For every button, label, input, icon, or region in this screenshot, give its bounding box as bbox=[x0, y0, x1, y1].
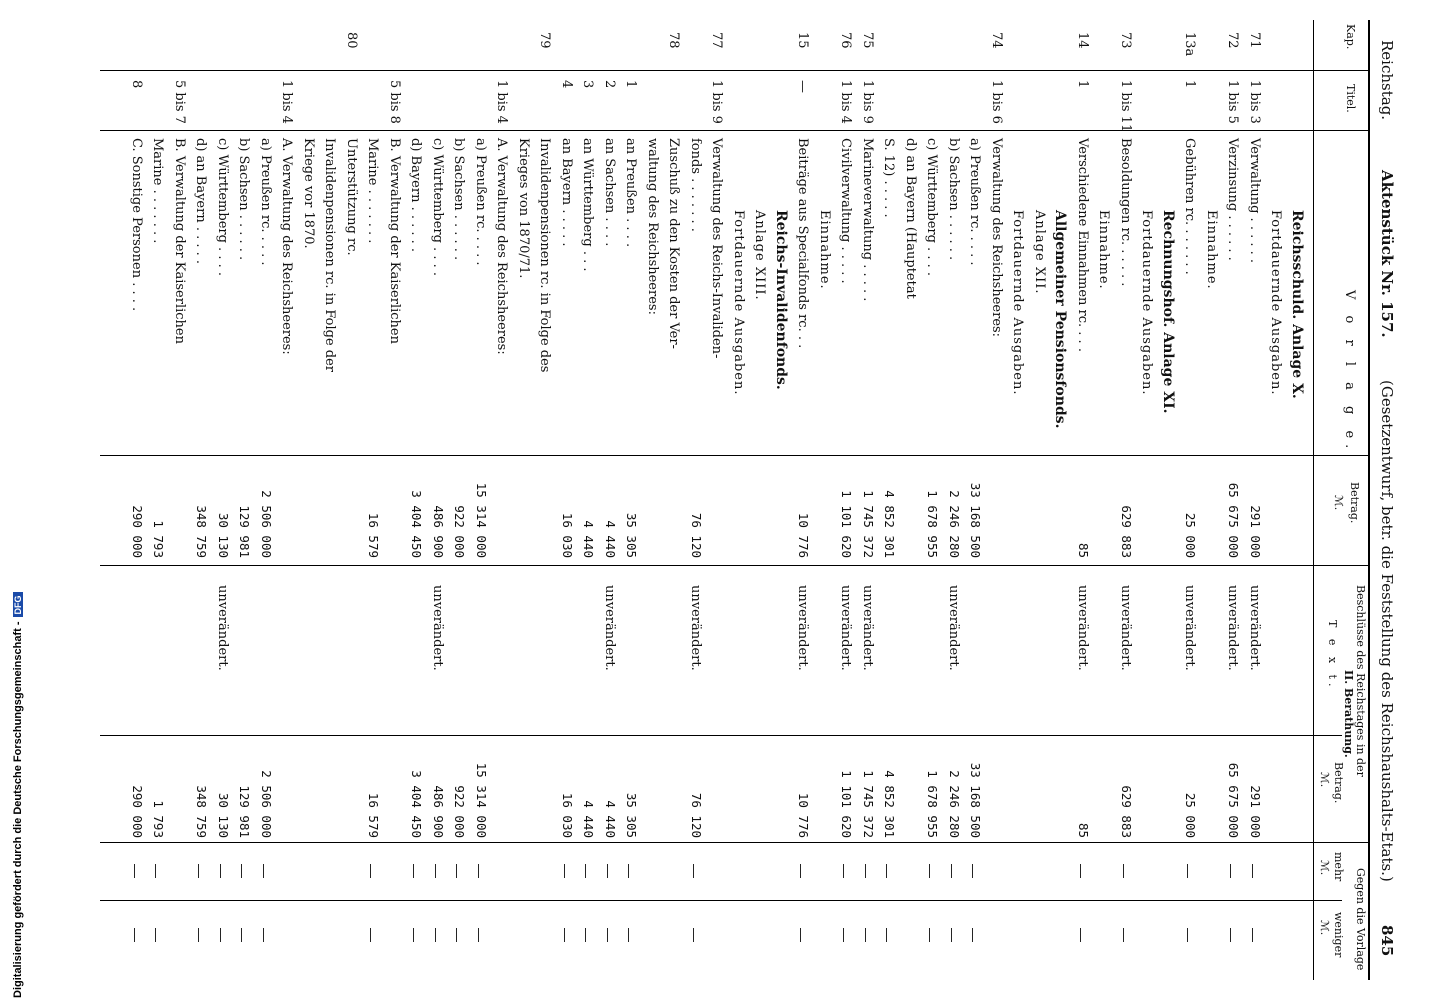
row-titel: 1 bis 6 bbox=[989, 80, 1004, 124]
row-betrag: 4 440 bbox=[581, 520, 597, 558]
row-text: Verwaltung des Reichs-Invaliden- bbox=[709, 138, 725, 359]
row-mehr: — bbox=[364, 864, 381, 878]
row-text: Allgemeiner Pensionsfonds. bbox=[1052, 210, 1069, 429]
row-weniger: — bbox=[601, 928, 617, 942]
row-betrag2: 2 246 280 bbox=[947, 770, 962, 838]
row-weniger: — bbox=[149, 928, 166, 942]
row-text: a) Preußen rc. . . . . bbox=[258, 138, 273, 266]
row-beschluss: unverändert. bbox=[1247, 585, 1262, 671]
document-title: Aktenstück Nr. 157. bbox=[1378, 170, 1396, 338]
row-text: Civilverwaltung . . . . . bbox=[838, 138, 854, 284]
header-rule bbox=[1368, 20, 1370, 980]
row-text: Fortdauernde Ausgaben. bbox=[1268, 210, 1284, 396]
divider-betrag bbox=[100, 565, 1370, 566]
row-weniger: — bbox=[923, 928, 940, 942]
row-weniger: — bbox=[880, 928, 897, 942]
row-betrag2: 348 759 bbox=[194, 785, 210, 838]
col-beschluesse: Beschlüsse des Reichstages in der bbox=[1354, 585, 1367, 777]
row-text: Marineverwaltung . . . . . bbox=[860, 138, 875, 302]
row-mehr: — bbox=[214, 864, 230, 878]
row-betrag: 348 759 bbox=[194, 505, 210, 558]
row-titel: 3 bbox=[580, 80, 596, 89]
row-betrag2: 2 506 000 bbox=[259, 770, 274, 838]
row-betrag: 85 bbox=[1076, 542, 1091, 558]
row-mehr: — bbox=[794, 864, 811, 878]
row-betrag: 291 000 bbox=[1248, 505, 1263, 558]
row-titel: 8 bbox=[129, 80, 144, 89]
col-gegen: Gegen die Vorlage bbox=[1354, 868, 1367, 971]
row-titel: 1 bis 3 bbox=[1247, 80, 1262, 124]
row-betrag: 2 506 000 bbox=[259, 490, 274, 558]
row-titel: 1 bis 11 bbox=[1118, 80, 1133, 133]
header-left: Reichstag. bbox=[1378, 40, 1396, 121]
row-text: a) Preußen rc. . . . . bbox=[473, 138, 488, 266]
row-kap: 79 bbox=[537, 32, 553, 49]
row-mehr: — bbox=[601, 864, 617, 878]
row-titel: 1 bis 9 bbox=[709, 80, 725, 124]
row-betrag2: 1 793 bbox=[151, 800, 167, 838]
row-text: fonds . . . . . . . bbox=[688, 138, 703, 232]
row-titel: 5 bis 7 bbox=[172, 80, 187, 124]
row-betrag: 922 000 bbox=[452, 505, 468, 558]
row-beschluss: unverändert. bbox=[838, 585, 854, 671]
row-kap: 75 bbox=[860, 32, 875, 49]
row-kap: 78 bbox=[666, 32, 682, 49]
row-weniger: — bbox=[429, 928, 445, 942]
digitization-credit bbox=[12, 592, 24, 998]
row-text: Anlage XII. bbox=[1032, 210, 1047, 295]
row-kap: 72 bbox=[1225, 32, 1241, 49]
divider-betrag2 bbox=[100, 842, 1370, 843]
row-betrag: 290 000 bbox=[130, 505, 145, 558]
row-text: Unterstützung rc. bbox=[344, 138, 359, 256]
row-kap: 13a bbox=[1182, 32, 1198, 57]
row-weniger: — bbox=[128, 928, 144, 942]
row-betrag: 629 883 bbox=[1119, 505, 1134, 558]
row-mehr: — bbox=[1117, 864, 1133, 878]
row-beschluss: unverändert. bbox=[1225, 585, 1241, 671]
row-betrag2: 15 314 000 bbox=[474, 762, 489, 838]
row-kap: 71 bbox=[1247, 32, 1262, 49]
row-text: Verzinsung . . . . . . bbox=[1225, 138, 1241, 261]
row-mehr: — bbox=[450, 864, 467, 878]
row-weniger: — bbox=[687, 928, 703, 942]
row-text: Verwaltung des Reichsheeres: bbox=[989, 138, 1004, 338]
col-mark3: ℳ. bbox=[1318, 860, 1331, 876]
row-betrag2: 65 675 000 bbox=[1226, 762, 1242, 838]
row-text: c) Württemberg . . . . bbox=[430, 138, 445, 276]
row-beschluss: unverändert. bbox=[1182, 585, 1198, 671]
row-text: Verwaltung . . . . . . bbox=[1247, 138, 1262, 264]
row-mehr: — bbox=[687, 864, 703, 878]
row-weniger: — bbox=[1224, 928, 1241, 942]
row-text: A. Verwaltung des Reichsheeres: bbox=[494, 138, 510, 355]
row-weniger: — bbox=[1117, 928, 1133, 942]
row-weniger: — bbox=[472, 928, 488, 942]
col-weniger: weniger bbox=[1332, 912, 1345, 958]
row-betrag2: 33 168 500 bbox=[968, 762, 984, 838]
row-text: Beiträge aus Specialfonds rc. . . bbox=[795, 138, 811, 349]
row-mehr: — bbox=[149, 864, 166, 878]
row-kap: 73 bbox=[1118, 32, 1133, 49]
row-mehr: — bbox=[945, 864, 961, 878]
row-text: a) Preußen rc. . . . . bbox=[967, 138, 983, 266]
row-weniger: — bbox=[622, 928, 639, 942]
row-betrag2: 1 678 955 bbox=[925, 770, 941, 838]
row-text: Verschiedene Einnahmen rc. . . . bbox=[1075, 138, 1090, 352]
row-text: d) Bayern . . . . . . bbox=[408, 138, 424, 253]
row-betrag2: 30 130 bbox=[216, 792, 231, 838]
row-text: Anlage XIII. bbox=[752, 210, 768, 301]
row-titel: 1 bis 4 bbox=[494, 80, 510, 124]
row-mehr: — bbox=[859, 864, 875, 878]
row-text: Kriege vor 1870. bbox=[301, 138, 316, 249]
divider-titel bbox=[100, 130, 1370, 131]
row-text: Invalidenpensionen rc. in Folge des bbox=[537, 138, 553, 373]
divider-mehr bbox=[100, 900, 1342, 901]
row-mehr: — bbox=[837, 864, 854, 878]
row-text: Einnahme. bbox=[817, 210, 832, 290]
row-text: Einnahme. bbox=[1204, 210, 1219, 290]
row-titel: 1 bis 9 bbox=[860, 80, 875, 124]
row-text: waltung des Reichsheeres: bbox=[645, 138, 660, 315]
row-titel: 1 bis 4 bbox=[279, 80, 295, 124]
row-weniger: — bbox=[1074, 928, 1090, 942]
col-mark2: ℳ. bbox=[1318, 772, 1331, 788]
row-text: Fortdauernde Ausgaben. bbox=[1010, 210, 1026, 396]
row-kap: 14 bbox=[1075, 32, 1090, 49]
document-subtitle: (Gesetzentwurf, betr. die Feststellung des Reichshaushalts-Etats.) bbox=[1378, 380, 1396, 882]
row-betrag: 16 030 bbox=[560, 512, 575, 558]
row-text: an Sachsen . . . . bbox=[602, 138, 617, 247]
row-weniger: — bbox=[450, 928, 467, 942]
row-betrag2: 629 883 bbox=[1119, 785, 1134, 838]
row-betrag: 4 852 301 bbox=[882, 490, 898, 558]
row-titel: 1 bis 4 bbox=[838, 80, 854, 124]
row-beschluss: unverändert. bbox=[1075, 585, 1090, 671]
row-mehr: — bbox=[579, 864, 596, 878]
row-weniger: — bbox=[966, 928, 983, 942]
row-weniger: — bbox=[407, 928, 424, 942]
row-betrag2: 4 852 301 bbox=[882, 770, 898, 838]
row-betrag2: 291 000 bbox=[1248, 785, 1263, 838]
row-text: Gebühren rc. . . . . . . bbox=[1182, 138, 1198, 275]
row-beschluss: unverändert. bbox=[215, 585, 230, 671]
row-mehr: — bbox=[257, 864, 273, 878]
row-titel: 1 bis 5 bbox=[1225, 80, 1241, 124]
row-betrag: 33 168 500 bbox=[968, 482, 984, 558]
col-text: T e x t. bbox=[1326, 620, 1339, 691]
row-kap: 74 bbox=[989, 32, 1004, 49]
row-text: A. Verwaltung des Reichsheeres: bbox=[279, 138, 295, 355]
row-betrag2: 35 305 bbox=[624, 792, 640, 838]
row-beschluss: unverändert. bbox=[602, 585, 617, 671]
row-betrag2: 10 776 bbox=[796, 792, 812, 838]
row-betrag: 25 000 bbox=[1183, 512, 1199, 558]
row-mehr: — bbox=[429, 864, 445, 878]
row-titel: 1 bbox=[1075, 80, 1090, 89]
row-titel: — bbox=[795, 80, 811, 93]
row-text: Einnahme. bbox=[1096, 210, 1112, 290]
row-betrag2: 922 000 bbox=[452, 785, 468, 838]
row-betrag: 1 678 955 bbox=[925, 490, 941, 558]
row-text: b) Sachsen . . . . . . bbox=[946, 138, 961, 261]
row-text: Fortdauernde Ausgaben. bbox=[731, 210, 746, 396]
row-beschluss: unverändert. bbox=[1118, 585, 1133, 671]
row-betrag2: 4 440 bbox=[603, 800, 618, 838]
row-mehr: — bbox=[472, 864, 488, 878]
row-betrag: 3 404 450 bbox=[409, 490, 425, 558]
row-kap: 77 bbox=[709, 32, 725, 49]
row-mehr: — bbox=[966, 864, 983, 878]
row-betrag: 30 130 bbox=[216, 512, 231, 558]
row-mehr: — bbox=[880, 864, 897, 878]
row-beschluss: unverändert. bbox=[860, 585, 875, 671]
row-betrag: 4 440 bbox=[603, 520, 618, 558]
divider-vorlage bbox=[100, 455, 1370, 456]
divider-kap bbox=[100, 70, 1370, 71]
row-betrag2: 76 120 bbox=[689, 792, 704, 838]
row-text: c) Württemberg . . . . bbox=[215, 138, 230, 276]
row-weniger: — bbox=[579, 928, 596, 942]
row-betrag: 1 793 bbox=[151, 520, 167, 558]
row-betrag2: 129 981 bbox=[237, 785, 253, 838]
row-betrag: 1 101 620 bbox=[839, 490, 855, 558]
col-beratung: II. Berathung. bbox=[1342, 670, 1355, 758]
row-text: b) Sachsen . . . . . . bbox=[236, 138, 252, 261]
row-text: Reichsschuld. Anlage X. bbox=[1289, 210, 1305, 399]
row-kap: 76 bbox=[838, 32, 854, 49]
row-betrag2: 16 579 bbox=[366, 792, 382, 838]
divider-text bbox=[100, 735, 1342, 736]
row-text: d) an Bayern (Hauptetat bbox=[903, 138, 918, 299]
row-weniger: — bbox=[257, 928, 273, 942]
row-mehr: — bbox=[192, 864, 209, 878]
row-text: S. 12) . . . . . bbox=[881, 138, 897, 218]
row-text: an Württemberg . . . bbox=[580, 138, 596, 272]
row-betrag2: 290 000 bbox=[130, 785, 145, 838]
row-text: Zuschuß zu den Kosten der Ver- bbox=[666, 138, 682, 349]
row-text: Reichs-Invalidenfonds. bbox=[773, 210, 789, 390]
row-betrag2: 3 404 450 bbox=[409, 770, 425, 838]
col-betrag2: Betrag. bbox=[1332, 762, 1345, 804]
row-text: Rechnungshof. Anlage XI. bbox=[1160, 210, 1176, 414]
row-mehr: — bbox=[1074, 864, 1090, 878]
dfg-logo-icon: DFG bbox=[13, 592, 23, 617]
row-titel: 4 bbox=[559, 80, 574, 89]
col-mark4: ℳ. bbox=[1318, 920, 1331, 936]
row-beschluss: unverändert. bbox=[430, 585, 445, 671]
row-weniger: — bbox=[945, 928, 961, 942]
row-betrag2: 85 bbox=[1076, 822, 1091, 838]
row-text: c) Württemberg . . . . bbox=[924, 138, 940, 276]
row-betrag: 35 305 bbox=[624, 512, 640, 558]
row-mehr: — bbox=[235, 864, 252, 878]
row-betrag: 65 675 000 bbox=[1226, 482, 1242, 558]
row-text: Marine . . . . . . . bbox=[365, 138, 381, 244]
row-kap: 80 bbox=[344, 32, 359, 49]
row-betrag2: 1 745 372 bbox=[861, 770, 876, 838]
row-text: d) an Bayern . . . . . bbox=[193, 138, 209, 265]
row-weniger: — bbox=[235, 928, 252, 942]
row-betrag2: 1 101 620 bbox=[839, 770, 855, 838]
row-titel: 1 bbox=[623, 80, 639, 89]
row-weniger: — bbox=[837, 928, 854, 942]
col-mark: ℳ. bbox=[1332, 495, 1345, 511]
row-titel: 1 bbox=[1182, 80, 1198, 89]
row-text: Krieges von 1870/71. bbox=[516, 138, 531, 279]
row-betrag2: 25 000 bbox=[1183, 792, 1199, 838]
row-text: an Preußen . . . . bbox=[623, 138, 639, 248]
row-betrag2: 4 440 bbox=[581, 800, 597, 838]
row-weniger: — bbox=[364, 928, 381, 942]
row-weniger: — bbox=[214, 928, 230, 942]
row-mehr: — bbox=[622, 864, 639, 878]
row-text: Invalidenpensionen rc. in Folge der bbox=[322, 138, 338, 373]
row-titel: 2 bbox=[602, 80, 617, 89]
page-number: 845 bbox=[1378, 925, 1396, 957]
row-mehr: — bbox=[407, 864, 424, 878]
col-kap: Kap. bbox=[1344, 24, 1357, 50]
row-mehr: — bbox=[128, 864, 144, 878]
row-betrag: 76 120 bbox=[689, 512, 704, 558]
row-mehr: — bbox=[1181, 864, 1198, 878]
col-betrag: Betrag. bbox=[1348, 482, 1361, 524]
credit-text: Digitalisierung gefördert durch die Deutsche Forschungsgemeinschaft - bbox=[12, 621, 24, 998]
row-beschluss: unverändert. bbox=[946, 585, 961, 671]
row-mehr: — bbox=[558, 864, 574, 878]
row-betrag: 129 981 bbox=[237, 505, 253, 558]
row-betrag2: 486 900 bbox=[431, 785, 446, 838]
row-weniger: — bbox=[1181, 928, 1198, 942]
col-titel: Titel. bbox=[1344, 84, 1357, 113]
row-kap: 15 bbox=[795, 32, 811, 49]
col-vorlage: V o r l a g e. bbox=[1342, 290, 1357, 455]
row-mehr: — bbox=[923, 864, 940, 878]
row-mehr: — bbox=[1224, 864, 1241, 878]
row-betrag: 2 246 280 bbox=[947, 490, 962, 558]
row-beschluss: unverändert. bbox=[688, 585, 703, 671]
row-weniger: — bbox=[192, 928, 209, 942]
row-betrag: 1 745 372 bbox=[861, 490, 876, 558]
row-titel: 5 bis 8 bbox=[387, 80, 402, 124]
row-text: Marine . . . . . . . bbox=[150, 138, 166, 244]
row-betrag2: 16 030 bbox=[560, 792, 575, 838]
row-weniger: — bbox=[1246, 928, 1262, 942]
col-mehr: mehr bbox=[1332, 852, 1345, 882]
row-text: Fortdauernde Ausgaben. bbox=[1139, 210, 1155, 396]
row-betrag: 486 900 bbox=[431, 505, 446, 558]
row-weniger: — bbox=[558, 928, 574, 942]
row-text: Besoldungen rc. . . . . . bbox=[1118, 138, 1133, 287]
row-text: an Bayern . . . . . bbox=[559, 138, 574, 247]
row-betrag: 16 579 bbox=[366, 512, 382, 558]
row-text: b) Sachsen . . . . . . bbox=[451, 138, 467, 261]
rotated-document bbox=[90, 20, 1400, 980]
row-mehr: — bbox=[1246, 864, 1262, 878]
row-text: B. Verwaltung der Kaiserlichen bbox=[387, 138, 402, 344]
row-betrag: 15 314 000 bbox=[474, 482, 489, 558]
column-header-rule bbox=[1313, 20, 1314, 980]
row-beschluss: unverändert. bbox=[795, 585, 811, 671]
row-text: B. Verwaltung der Kaiserlichen bbox=[172, 138, 187, 344]
row-weniger: — bbox=[859, 928, 875, 942]
row-weniger: — bbox=[794, 928, 811, 942]
row-text: C. Sonstige Personen . . . . bbox=[129, 138, 144, 312]
row-betrag: 10 776 bbox=[796, 512, 812, 558]
